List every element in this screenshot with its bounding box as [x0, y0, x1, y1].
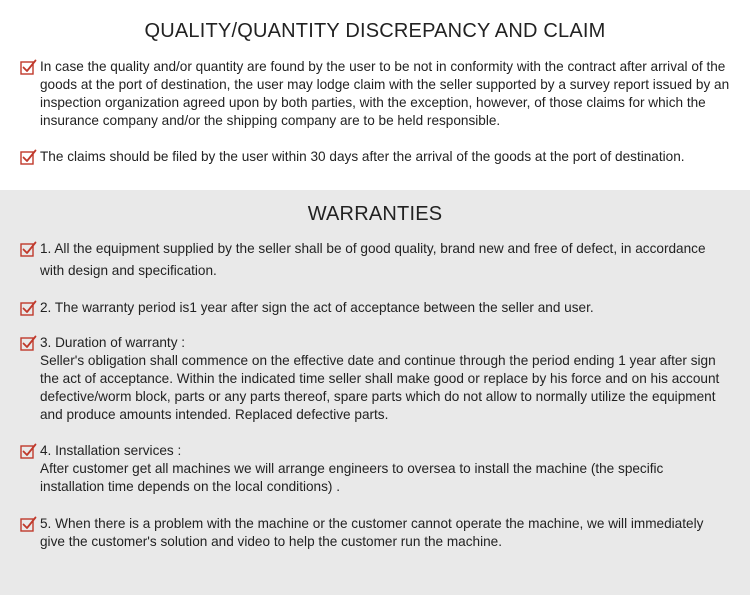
claim-item-1: [20, 58, 730, 130]
warranties-title: WARRANTIES: [307, 203, 443, 225]
checkbox-check-icon: [20, 59, 37, 75]
warranty-item-5: [20, 515, 730, 551]
claim-item-text: In case the quality and/or quantity are found by the user to be not in conformity with the contract after arrival of the goods at the port of destination, the user may lodge claim with the seller supported by a survey report issued by an inspection organization agreed upon by both parties, with the exception, however, of those claims for which the insurance company and/or the shipping company are to be held responsible.: [40, 59, 730, 128]
checkbox-check-icon: [20, 149, 37, 165]
bottom-strip: [0, 595, 750, 604]
checkbox-check-icon: [20, 335, 37, 351]
claim-item-2: [20, 148, 730, 166]
warranty-item-body: After customer get all machines we will arrange engineers to oversea to install the machine (the specific installation time depends on the local conditions) .: [40, 461, 664, 494]
warranty-item-continuation: with design and specification.: [40, 263, 217, 278]
checkbox-check-icon: [20, 241, 37, 257]
warranty-item-heading: 4. Installation services :: [40, 443, 182, 458]
checkbox-check-icon: [20, 300, 37, 316]
warranty-item-1: [20, 240, 730, 282]
warranty-item-heading: 3. Duration of warranty :: [40, 335, 186, 350]
claim-item-text: The claims should be filed by the user within 30 days after the arrival of the goods at the port of destination.: [40, 149, 685, 164]
checkbox-check-icon: [20, 516, 37, 532]
claim-title: QUALITY/QUANTITY DISCREPANCY AND CLAIM: [144, 20, 606, 42]
checkbox-check-icon: [20, 443, 37, 459]
warranty-item-text: 5. When there is a problem with the machine or the customer cannot operate the machine, we will immediately give the customer's solution and video to help the customer run the machine.: [40, 516, 704, 549]
warranty-item-text: 1. All the equipment supplied by the seller shall be of good quality, brand new and free of defect, in accordance: [40, 241, 706, 256]
warranty-item-text: 2. The warranty period is1 year after sign the act of acceptance between the seller and user.: [40, 300, 594, 315]
warranty-item-2: [20, 299, 730, 317]
warranty-item-body: Seller's obligation shall commence on the effective date and continue through the period ending 1 year after sign the act of acceptance. Within the indicated time seller shall make good or replace by his force and on his account defective/worm block, parts or any parts thereof, spare parts which do not allow to normally utilize the equipment and produce amounts intended. Replaced defective parts.: [40, 353, 720, 422]
warranty-item-4: [20, 442, 730, 496]
warranty-item-3: [20, 334, 730, 424]
